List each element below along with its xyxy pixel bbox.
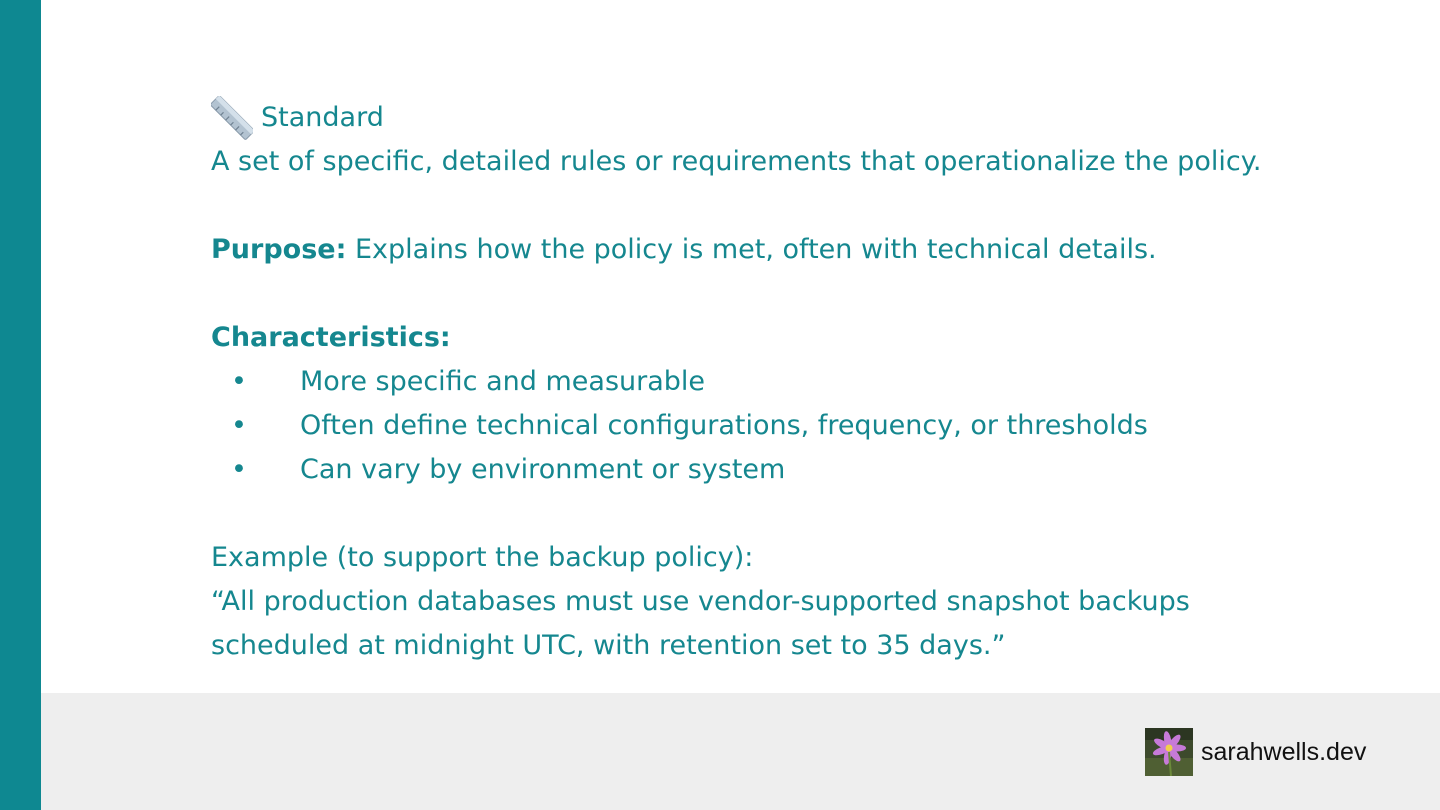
spacer [211,492,1391,536]
definition-text: A set of specific, detailed rules or requirements that operationalize the policy. [211,146,1262,177]
left-accent-bar [0,0,41,810]
spacer [211,272,1391,316]
flower-avatar-icon [1145,728,1193,776]
characteristics-label: Characteristics: [211,322,451,353]
characteristic-item [211,404,1391,448]
brand-text: sarahwells.dev [1201,737,1367,766]
bullet-glyph: • [231,410,247,441]
purpose-text: Explains how the policy is met, often with technical details. [346,234,1157,265]
example-quote-line-1: “All production databases must use vendor-supported snapshot backups [211,586,1190,617]
purpose-row [211,228,1391,272]
characteristic-item [211,360,1391,404]
title-row [211,96,1391,140]
bullet-glyph: • [231,366,247,397]
example-label: Example (to support the backup policy): [211,542,754,573]
bullet-glyph: • [231,454,247,485]
example-quote-line-2: scheduled at midnight UTC, with retention set to 35 days.” [211,630,1006,661]
purpose-label: Purpose: [211,234,347,265]
slide-content [211,96,1391,668]
brand-mark [1145,728,1366,776]
characteristic-item [211,448,1391,492]
slide-title: Standard [261,102,384,133]
characteristic-text: More specific and measurable [300,366,706,397]
ruler-icon [211,96,253,140]
spacer [211,184,1391,228]
characteristic-text: Can vary by environment or system [300,454,786,485]
characteristic-text: Often define technical configurations, frequency, or thresholds [300,410,1148,441]
